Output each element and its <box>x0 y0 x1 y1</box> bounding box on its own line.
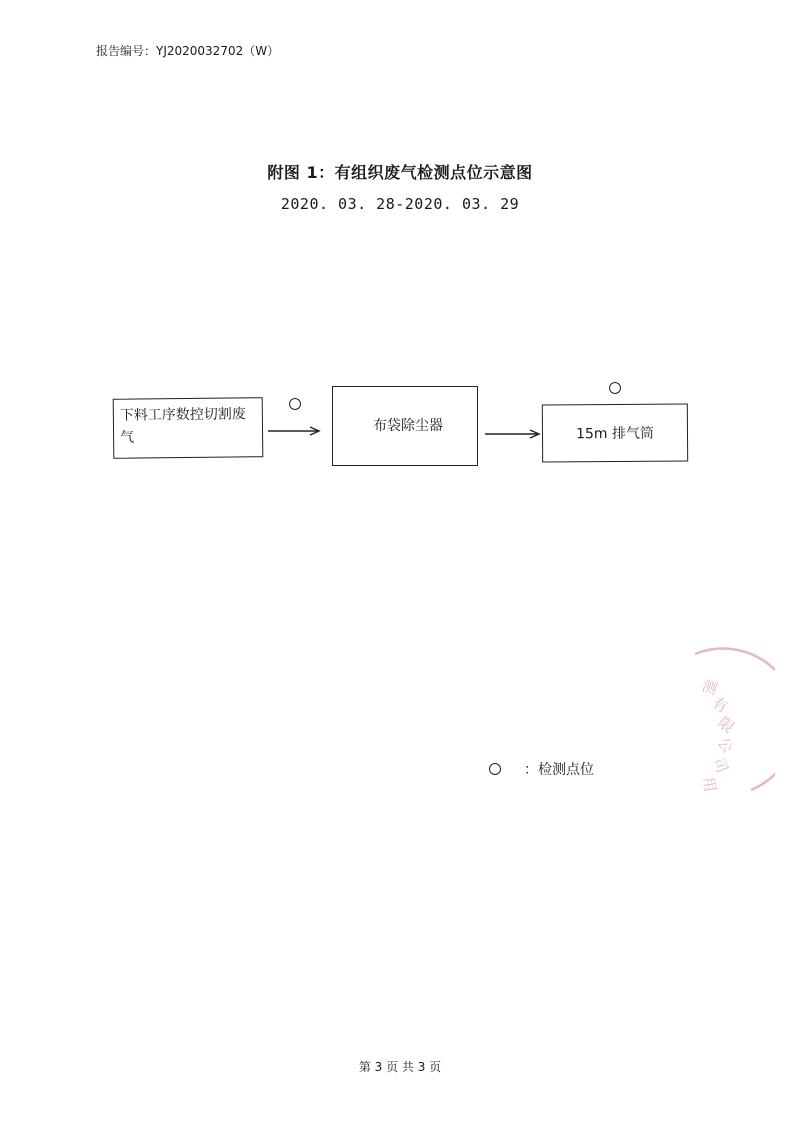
arrow-to-collector <box>268 427 319 435</box>
svg-text:有: 有 <box>709 693 731 717</box>
company-seal <box>665 640 775 800</box>
dust-collector-label: 布袋除尘器 <box>373 418 443 434</box>
page-footer: 第 3 页 共 3 页 <box>358 1060 442 1074</box>
svg-text:限: 限 <box>714 713 738 737</box>
report-number: 报告编号：YJ2020032702（W） <box>96 44 280 58</box>
svg-text:公: 公 <box>713 733 738 757</box>
legend-label: ：检测点位 <box>524 762 594 778</box>
arrow-to-stack <box>485 430 539 438</box>
exhaust-stack-label: 15m 排气筒 <box>575 425 655 443</box>
legend-point-icon <box>489 763 501 775</box>
process-source-label: 下料工序数控切割废气 <box>119 406 246 446</box>
svg-text:用: 用 <box>699 775 720 794</box>
svg-text:测: 测 <box>699 676 720 699</box>
date-range: 2020. 03. 28-2020. 03. 29 <box>280 195 520 213</box>
figure-title: 附图 1：有组织废气检测点位示意图 <box>267 163 533 182</box>
svg-text:司: 司 <box>709 754 732 776</box>
